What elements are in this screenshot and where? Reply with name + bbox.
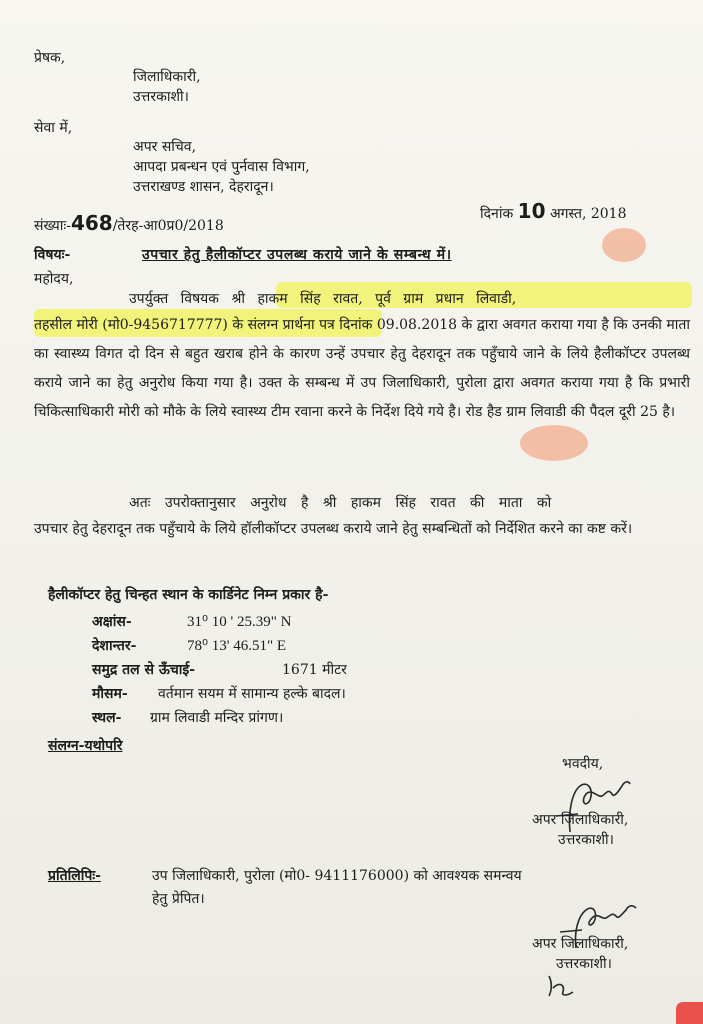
reference-suffix: /तेरह-आ0प्र0/2018 [112, 218, 224, 234]
valediction: भवदीय, [562, 756, 604, 772]
latitude-label: अक्षांस- [92, 614, 132, 630]
recipient-line2: आपदा प्रबन्धन एवं पुर्नवास विभाग, [133, 159, 310, 175]
site-value: ग्राम लिवाडी मन्दिर प्रांगण। [150, 710, 284, 726]
recipient-line1: अपर सचिव, [133, 139, 197, 155]
para1-body: तहसील मोरी (मो0-9456717777) के संलग्न प्रार्थना पत्र दिनांक 09.08.2018 के द्वारा अवगत कराया गया है कि उनकी माता का स्वास्थ्य विगत दो दिन से बहुत खराब होने के कारण उन्हें उपचार हेतु देहरादून तक पहुँचाये जाने के लिये हैलीकॉप्टर उपलब्ध कराये जाने का हेतु अनुरोध किया गया है। उक्त के सम्बन्ध में उप जिलाधिकारी, पुरोला द्वारा अवगत कराया गया है कि प्रभारी चिकित्साधिकारी मोरी को मौके के लिये स्वास्थ्य टीम रवाना करने के निर्देश दिये गये है। रोड हैड ग्राम लिवाडी की पैदल दूरी 25 है। [34, 317, 690, 420]
date-rest: अगस्त, 2018 [549, 206, 627, 222]
recipient-label: सेवा में, [34, 120, 73, 136]
copy-title: अपर जिलाधिकारी, [532, 936, 629, 952]
coordinates-heading: हैलीकॉप्टर हेतु चिन्हत स्थान के कार्डिनेट निम्न प्रकार है- [48, 587, 329, 603]
subject-text: उपचार हेतु हैलीकॉप्टर उपलब्ध कराये जाने के सम्बन्ध में। [142, 247, 452, 263]
handwritten-day: 10 [517, 199, 546, 223]
date-label: दिनांक [480, 206, 514, 222]
recipient-line3: उत्तराखण्ड शासन, देहरादून। [133, 179, 274, 195]
letter-date [480, 199, 627, 223]
copy-line2: हेतु प्रेपित। [152, 891, 205, 907]
latitude-value: 31⁰ 10 ' 25.39" N [187, 614, 292, 630]
copy-label: प्रतिलिपिः- [48, 868, 101, 884]
closing-title: अपर जिलाधिकारी, [532, 812, 629, 828]
reference-number [34, 211, 224, 235]
sender-place: उत्तरकाशी। [133, 89, 189, 105]
copy-line1: उप जिलाधिकारी, पुरोला (मो0- 9411176000) को आवश्यक समन्वय [152, 868, 522, 884]
marker-blob-subject [602, 228, 646, 262]
subject-label: विषयः- [34, 247, 71, 263]
longitude-label: देशान्तर- [92, 638, 137, 654]
para1-first-line: उपर्युक्त विषयक श्री हाकम सिंह रावत, पूर्व ग्राम प्रधान लिवाडी, [129, 291, 517, 307]
altitude-value: 1671 मीटर [282, 662, 347, 678]
weather-label: मौसम- [92, 686, 128, 702]
sender-name: जिलाधिकारी, [133, 69, 201, 85]
site-label: स्थल- [92, 710, 122, 726]
para2-first-line: अतः उपरोक्तानुसार अनुरोध है श्री हाकम सिंह रावत की माता को [129, 495, 552, 511]
weather-value: वर्तमान सयम में सामान्य हल्के बादल। [158, 686, 346, 702]
handwritten-number: 468 [70, 211, 113, 235]
initials-mark [543, 970, 583, 1000]
reference-label: संख्याः- [34, 218, 71, 234]
closing-place: उत्तरकाशी। [558, 832, 614, 848]
longitude-value: 78⁰ 13' 46.51" E [187, 638, 287, 654]
marker-blob-body [520, 425, 588, 461]
altitude-label: समुद्र तल से ऊँचाई- [92, 662, 196, 678]
sender-label: प्रेषक, [34, 50, 66, 66]
para2-body: उपचार हेतु देहरादून तक पहुँचाये के लिये हॉलीकॉप्टर उपलब्ध कराये जाने हेतु सम्बन्धितों को निर्देशित करने का कष्ट करें। [34, 521, 633, 537]
enclosure-note: संलग्न-यथोपरि [48, 738, 123, 754]
salutation: महोदय, [34, 271, 74, 287]
corner-tab [676, 1002, 703, 1024]
copy-place: उत्तरकाशी। [556, 956, 612, 972]
